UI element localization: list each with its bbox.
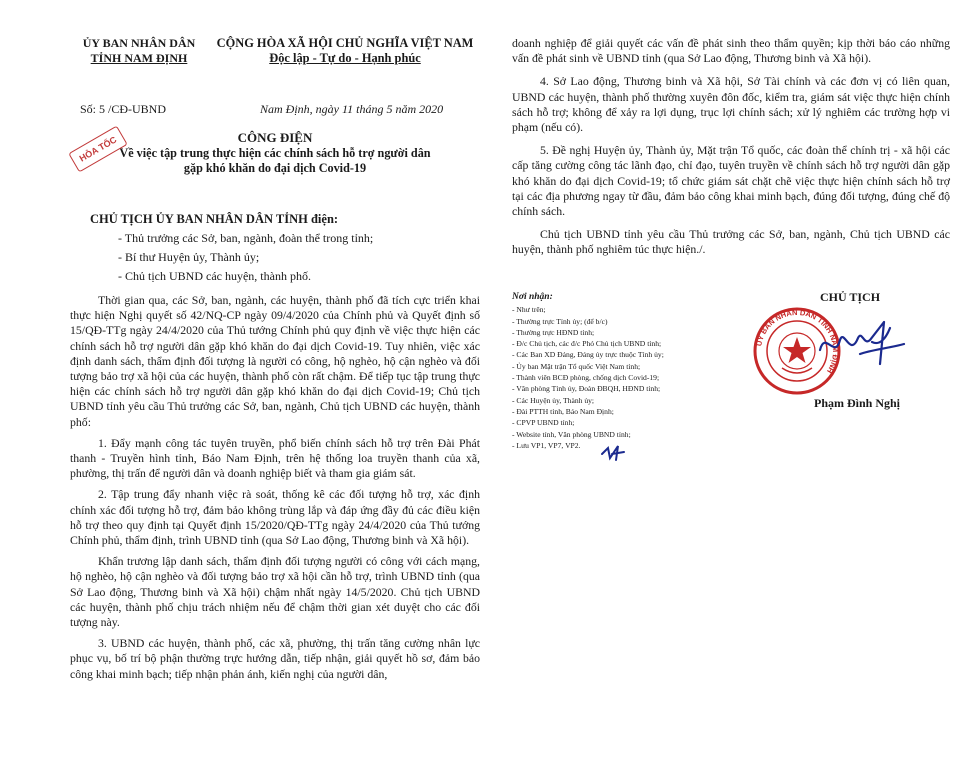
urgent-stamp: HỎA TỐC: [68, 125, 127, 172]
recipient-item: - Thường trực Tỉnh ủy; (để b/c): [512, 316, 608, 326]
document-number: Số: 5 /CĐ-UBND: [80, 102, 167, 116]
body-paragraph: 1. Đẩy mạnh công tác tuyên truyền, phổ biến chính sách hỗ trợ trên Đài Phát thanh - Truyền hình tỉnh, Báo Nam Định, trên hệ thống loa truyền thanh của xã, phường, thị trấn để người dân và doanh nghiệp biết và tham gia giám sát.: [70, 435, 480, 481]
addressee-item: - Bí thư Huyện ủy, Thành ủy;: [118, 250, 260, 264]
agency-line2: TỈNH NAM ĐỊNH: [90, 51, 188, 65]
recipient-item: - Các Huyện ủy, Thành ủy;: [512, 395, 595, 405]
nation-line1: CỘNG HÒA XÃ HỘI CHỦ NGHĨA VIỆT NAM: [216, 36, 474, 50]
left-page: [70, 30, 480, 681]
addressee-head: CHỦ TỊCH ỦY BAN NHÂN DÂN TỈNH điện:: [90, 212, 339, 226]
recipients-head: Nơi nhận:: [512, 292, 553, 302]
body-paragraph: 3. UBND các huyện, thành phố, các xã, phường, thị trấn tăng cường nhân lực phục vụ, bố trí bộ phận thường trực hướng dẫn, tiếp nhận, giải quyết hồ sơ, đảm bảo công khai minh bạch; tiếp nhận phản ánh, kiến nghị của người dân,: [70, 636, 480, 681]
addressee-item: - Thủ trưởng các Sở, ban, ngành, đoàn thể trong tỉnh;: [118, 231, 374, 245]
recipients-block: [512, 292, 742, 451]
handwritten-initial-icon: [598, 440, 628, 464]
body-paragraph: 4. Sở Lao động, Thương binh và Xã hội, Sở Tài chính và các đơn vị có liên quan, UBND các huyện, thành phố thường xuyên đôn đốc, kiểm tra, giám sát việc thực hiện chính sách hỗ trợ; không để xảy ra lợi dụng, trục lợi chính sách; xử lý nghiêm các trường hợp vi phạm (nếu có).: [512, 74, 950, 135]
seal-text: ỦY BAN NHÂN DÂN TỈNH NAM ĐỊNH: [754, 307, 841, 375]
body-text-right: [512, 36, 950, 266]
body-paragraph: 5. Đề nghị Huyện ủy, Thành ủy, Mặt trận Tổ quốc, các đoàn thể chính trị - xã hội các cấp tăng cường công tác lãnh đạo, chỉ đạo, tuyên truyền về chính sách hỗ trợ người dân gặp khó khăn do đại dịch Covid-19; tổ chức giám sát chặt chẽ việc thực hiện chính sách hỗ trợ tại các địa phương ngay từ đầu, đảm bảo công khai minh bạch, đúng đối tượng, đúng chế độ chính sách.: [512, 143, 950, 219]
nation-line2: Độc lập - Tự do - Hạnh phúc: [269, 51, 421, 65]
body-paragraph: Thời gian qua, các Sở, ban, ngành, các huyện, thành phố đã tích cực triển khai thực hiện Nghị quyết số 42/NQ-CP ngày 09/4/2020 của Chính phủ và Quyết định số 15/QĐ-TTg ngày 24/4/2020 của Thủ tướng Chính phủ quy định về việc thực hiện các chính sách hỗ trợ người dân gặp khó khăn do đại dịch Covid-19. Tuy nhiên, việc xác định danh sách, thẩm định đối tượng là người có công, hộ nghèo, hộ cận nghèo và đối tượng bảo trợ xã hội của các huyện, thành phố còn rất chậm. Để tiếp tục tập trung thực hiện các chính sách hỗ trợ người dân gặp khó khăn do đại dịch Covid-19; Chủ tịch UBND tỉnh yêu cầu Thủ trưởng các Sở, ban, ngành, Chủ tịch UBND các huyện, thành phố:: [70, 293, 480, 429]
body-text-left: [70, 293, 480, 688]
body-paragraph: 2. Tập trung đẩy nhanh việc rà soát, thống kê các đối tượng hỗ trợ, xác định chính xác đối tượng hỗ trợ, đảm bảo không trùng lắp và đáp ứng đầy đủ các điều kiện hỗ trợ theo quy định tại Quyết định 15/2020/QĐ-TTg ngày 24/4/2020 của Thủ tướng Chính phủ, thẩm định, trình UBND tỉnh (qua Sở Lao động, Thương binh và Xã hội).: [70, 487, 480, 548]
recipient-item: - Thành viên BCĐ phòng, chống dịch Covid-19;: [512, 373, 660, 383]
recipient-item: - Như trên;: [512, 305, 546, 315]
recipient-item: - Văn phòng Tỉnh ủy, Đoàn ĐBQH, HĐND tỉnh;: [512, 384, 661, 394]
recipient-item: - CPVP UBND tỉnh;: [512, 418, 575, 428]
document-date: Nam Định, ngày 11 tháng 5 năm 2020: [260, 102, 444, 116]
recipient-item: - Đài PTTH tỉnh, Báo Nam Định;: [512, 406, 614, 416]
addressee-item: - Chủ tịch UBND các huyện, thành phố.: [118, 269, 311, 283]
body-paragraph: doanh nghiệp để giải quyết các vấn đề phát sinh theo thẩm quyền; kịp thời báo cáo những vấn đề phát sinh về UBND tỉnh (qua Sở Lao động, Thương binh và Xã hội).: [512, 36, 950, 66]
document-header: [70, 30, 480, 86]
body-paragraph: Chủ tịch UBND tỉnh yêu cầu Thủ trưởng các Sở, ban, ngành, Chủ tịch UBND các huyện, thành phố nghiêm túc thực hiện./.: [512, 227, 950, 257]
recipient-item: - Thường trực HĐND tỉnh;: [512, 327, 595, 337]
recipient-item: - Ủy ban Mặt trận Tổ quốc Việt Nam tỉnh;: [512, 361, 641, 371]
recipient-item: - Đ/c Chủ tịch, các đ/c Phó Chủ tịch UBND tỉnh;: [512, 339, 662, 349]
body-paragraph: Khẩn trương lập danh sách, thẩm định đối tượng người có công với cách mạng, hộ nghèo, hộ cận nghèo và đối tượng bảo trợ xã hội cần hỗ trợ, trình UBND tỉnh (qua Sở Lao động, Thương binh và Xã hội) chậm nhất ngày 14/5/2020. Chủ tịch UBND các huyện, thành phố chịu trách nhiệm nếu để chậm thời gian xét duyệt cho các đối tượng này.: [70, 554, 480, 630]
title-sub1: Về việc tập trung thực hiện các chính sách hỗ trợ người dân: [119, 146, 431, 160]
recipient-item: - Website tỉnh, Văn phòng UBND tỉnh;: [512, 429, 631, 439]
recipient-item: - Các Ban XD Đảng, Đảng ủy trực thuộc Tỉnh ủy;: [512, 350, 664, 360]
handwritten-signature-icon: [800, 300, 920, 380]
signer-title: CHỦ TỊCH: [819, 290, 881, 304]
addressee-block: [90, 210, 480, 286]
agency-line1: ỦY BAN NHÂN DÂN: [82, 36, 196, 50]
nation-motto-block: [210, 36, 480, 66]
recipient-item: - Lưu VP1, VP7, VP2.: [512, 440, 581, 450]
title-main: CÔNG ĐIỆN: [237, 130, 313, 145]
document-title: [70, 130, 480, 176]
agency-block: [74, 36, 204, 66]
signer-name: Phạm Đình Nghị: [813, 396, 901, 410]
title-sub2: gặp khó khăn do đại dịch Covid-19: [183, 161, 367, 175]
